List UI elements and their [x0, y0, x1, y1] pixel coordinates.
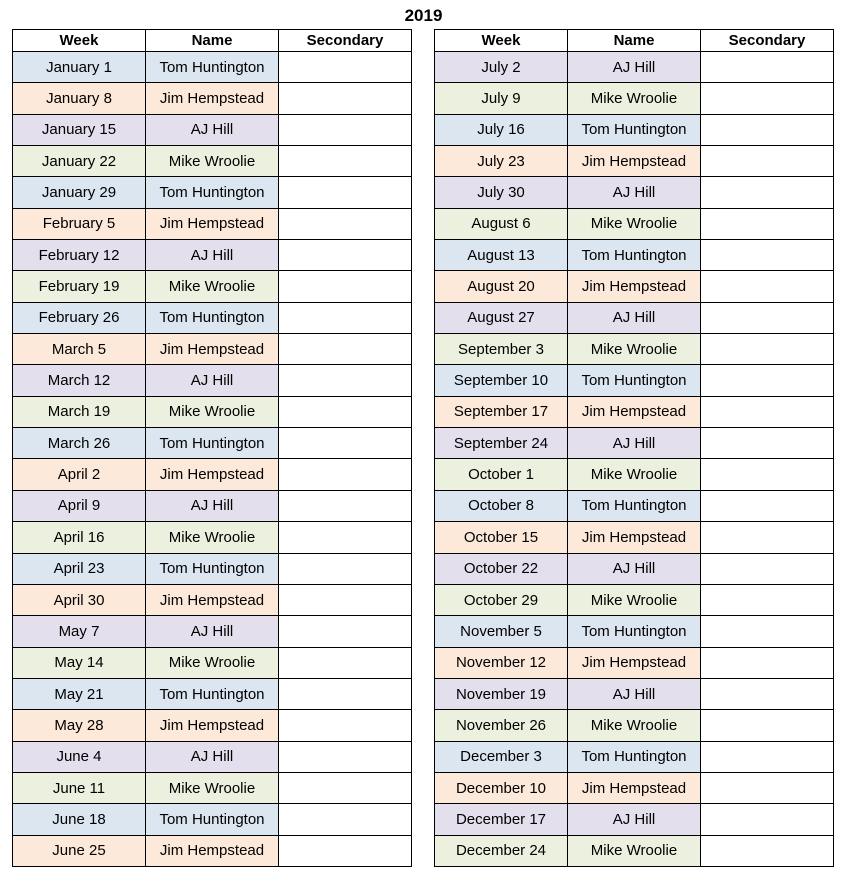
table-row — [435, 459, 834, 490]
name-cell[interactable]: AJ Hill — [146, 240, 279, 271]
table-row — [435, 772, 834, 803]
table-row — [13, 772, 412, 803]
table-row — [13, 240, 412, 271]
week-cell[interactable]: February 19 — [13, 271, 146, 302]
secondary-cell[interactable] — [279, 396, 412, 427]
week-cell[interactable]: July 2 — [435, 52, 568, 83]
name-cell[interactable]: Tom Huntington — [568, 365, 701, 396]
table-row — [13, 804, 412, 835]
secondary-cell[interactable] — [701, 52, 834, 83]
table-row — [435, 365, 834, 396]
name-cell[interactable]: AJ Hill — [568, 678, 701, 709]
week-cell[interactable]: December 17 — [435, 804, 568, 835]
name-cell[interactable]: AJ Hill — [568, 553, 701, 584]
table-row — [13, 83, 412, 114]
name-cell[interactable]: AJ Hill — [568, 804, 701, 835]
table-row — [435, 678, 834, 709]
secondary-cell[interactable] — [279, 365, 412, 396]
secondary-cell[interactable] — [279, 114, 412, 145]
secondary-cell[interactable] — [279, 584, 412, 615]
secondary-cell[interactable] — [279, 678, 412, 709]
secondary-cell[interactable] — [279, 835, 412, 866]
table-row — [13, 741, 412, 772]
week-cell[interactable]: August 27 — [435, 302, 568, 333]
secondary-cell[interactable] — [279, 52, 412, 83]
table-row — [13, 302, 412, 333]
table-row — [13, 114, 412, 145]
secondary-cell[interactable] — [701, 365, 834, 396]
table-row — [435, 490, 834, 521]
week-cell[interactable]: April 9 — [13, 490, 146, 521]
table-row — [13, 490, 412, 521]
name-cell[interactable]: AJ Hill — [568, 177, 701, 208]
name-cell[interactable]: AJ Hill — [146, 365, 279, 396]
week-cell[interactable]: April 30 — [13, 584, 146, 615]
name-cell[interactable]: Tom Huntington — [568, 114, 701, 145]
schedule-body-right — [435, 52, 834, 867]
week-cell[interactable]: October 8 — [435, 490, 568, 521]
secondary-cell[interactable] — [701, 710, 834, 741]
name-cell[interactable]: Jim Hempstead — [568, 271, 701, 302]
table-row — [13, 428, 412, 459]
table-row — [435, 83, 834, 114]
week-cell[interactable]: June 11 — [13, 772, 146, 803]
week-cell[interactable]: April 2 — [13, 459, 146, 490]
table-row — [435, 302, 834, 333]
week-cell[interactable]: July 23 — [435, 146, 568, 177]
table-row — [435, 616, 834, 647]
name-cell[interactable]: Jim Hempstead — [568, 522, 701, 553]
table-row — [435, 553, 834, 584]
name-cell[interactable]: Jim Hempstead — [568, 396, 701, 427]
header-row — [13, 30, 412, 52]
name-cell[interactable]: AJ Hill — [568, 428, 701, 459]
week-cell[interactable]: May 14 — [13, 647, 146, 678]
secondary-cell[interactable] — [279, 772, 412, 803]
secondary-cell[interactable] — [701, 240, 834, 271]
week-cell[interactable]: February 5 — [13, 208, 146, 239]
week-cell[interactable]: October 22 — [435, 553, 568, 584]
week-cell[interactable]: January 15 — [13, 114, 146, 145]
week-cell[interactable]: April 16 — [13, 522, 146, 553]
secondary-cell[interactable] — [701, 678, 834, 709]
secondary-cell[interactable] — [701, 522, 834, 553]
secondary-cell[interactable] — [701, 772, 834, 803]
secondary-cell[interactable] — [279, 428, 412, 459]
secondary-cell[interactable] — [701, 114, 834, 145]
name-cell[interactable]: Tom Huntington — [146, 52, 279, 83]
name-cell[interactable]: AJ Hill — [146, 114, 279, 145]
table-row — [435, 428, 834, 459]
secondary-cell[interactable] — [279, 208, 412, 239]
name-cell[interactable]: Jim Hempstead — [146, 83, 279, 114]
week-cell[interactable]: September 10 — [435, 365, 568, 396]
name-cell[interactable]: Mike Wroolie — [568, 83, 701, 114]
secondary-cell[interactable] — [701, 459, 834, 490]
week-cell[interactable]: December 10 — [435, 772, 568, 803]
schedule-body-left — [13, 52, 412, 867]
week-cell[interactable]: July 9 — [435, 83, 568, 114]
secondary-cell[interactable] — [279, 302, 412, 333]
secondary-cell[interactable] — [701, 396, 834, 427]
table-row — [13, 584, 412, 615]
name-cell[interactable]: Jim Hempstead — [146, 710, 279, 741]
week-cell[interactable]: March 26 — [13, 428, 146, 459]
table-row — [435, 396, 834, 427]
table-row — [435, 52, 834, 83]
week-cell[interactable]: June 4 — [13, 741, 146, 772]
secondary-cell[interactable] — [279, 177, 412, 208]
week-cell[interactable]: September 3 — [435, 334, 568, 365]
table-row — [435, 710, 834, 741]
secondary-cell[interactable] — [279, 83, 412, 114]
table-row — [435, 741, 834, 772]
secondary-cell[interactable] — [701, 146, 834, 177]
column-header-week: Week — [13, 30, 146, 52]
week-cell[interactable]: July 30 — [435, 177, 568, 208]
week-cell[interactable]: May 7 — [13, 616, 146, 647]
name-cell[interactable]: Jim Hempstead — [146, 584, 279, 615]
name-cell[interactable]: AJ Hill — [568, 52, 701, 83]
table-row — [13, 616, 412, 647]
week-cell[interactable]: December 3 — [435, 741, 568, 772]
secondary-cell[interactable] — [701, 804, 834, 835]
name-cell[interactable]: Mike Wroolie — [568, 334, 701, 365]
column-header-name: Name — [146, 30, 279, 52]
secondary-cell[interactable] — [279, 459, 412, 490]
name-cell[interactable]: Jim Hempstead — [568, 146, 701, 177]
table-row — [13, 522, 412, 553]
name-cell[interactable]: Mike Wroolie — [568, 584, 701, 615]
name-cell[interactable]: Mike Wroolie — [568, 835, 701, 866]
secondary-cell[interactable] — [279, 647, 412, 678]
secondary-cell[interactable] — [701, 616, 834, 647]
week-cell[interactable]: November 26 — [435, 710, 568, 741]
name-cell[interactable]: Mike Wroolie — [568, 208, 701, 239]
week-cell[interactable]: March 5 — [13, 334, 146, 365]
secondary-cell[interactable] — [701, 271, 834, 302]
table-row — [13, 835, 412, 866]
schedule-table-left — [12, 29, 412, 867]
secondary-cell[interactable] — [701, 334, 834, 365]
table-row — [435, 334, 834, 365]
name-cell[interactable]: Mike Wroolie — [146, 396, 279, 427]
table-row — [13, 52, 412, 83]
name-cell[interactable]: Mike Wroolie — [146, 271, 279, 302]
table-row — [435, 804, 834, 835]
column-header-week: Week — [435, 30, 568, 52]
week-cell[interactable]: September 17 — [435, 396, 568, 427]
week-cell[interactable]: January 8 — [13, 83, 146, 114]
name-cell[interactable]: Jim Hempstead — [568, 772, 701, 803]
week-cell[interactable]: April 23 — [13, 553, 146, 584]
name-cell[interactable]: Tom Huntington — [146, 302, 279, 333]
week-cell[interactable]: June 25 — [13, 835, 146, 866]
secondary-cell[interactable] — [701, 647, 834, 678]
name-cell[interactable]: Tom Huntington — [568, 240, 701, 271]
week-cell[interactable]: March 12 — [13, 365, 146, 396]
week-cell[interactable]: August 6 — [435, 208, 568, 239]
week-cell[interactable]: February 12 — [13, 240, 146, 271]
column-header-secondary: Secondary — [701, 30, 834, 52]
week-cell[interactable]: March 19 — [13, 396, 146, 427]
table-row — [13, 365, 412, 396]
secondary-cell[interactable] — [279, 271, 412, 302]
table-row — [13, 396, 412, 427]
table-row — [13, 459, 412, 490]
name-cell[interactable]: Jim Hempstead — [146, 835, 279, 866]
name-cell[interactable]: Mike Wroolie — [146, 522, 279, 553]
secondary-cell[interactable] — [701, 208, 834, 239]
table-row — [435, 146, 834, 177]
table-row — [435, 271, 834, 302]
table-row — [13, 334, 412, 365]
week-cell[interactable]: October 1 — [435, 459, 568, 490]
week-cell[interactable]: October 15 — [435, 522, 568, 553]
table-row — [435, 584, 834, 615]
secondary-cell[interactable] — [701, 584, 834, 615]
table-row — [13, 271, 412, 302]
secondary-cell[interactable] — [279, 710, 412, 741]
column-header-name: Name — [568, 30, 701, 52]
week-cell[interactable]: January 1 — [13, 52, 146, 83]
name-cell[interactable]: Mike Wroolie — [568, 710, 701, 741]
name-cell[interactable]: AJ Hill — [146, 616, 279, 647]
table-row — [13, 177, 412, 208]
secondary-cell[interactable] — [279, 334, 412, 365]
table-row — [435, 177, 834, 208]
secondary-cell[interactable] — [701, 490, 834, 521]
name-cell[interactable]: Tom Huntington — [568, 741, 701, 772]
secondary-cell[interactable] — [701, 428, 834, 459]
name-cell[interactable]: Tom Huntington — [146, 428, 279, 459]
name-cell[interactable]: AJ Hill — [146, 490, 279, 521]
name-cell[interactable]: Tom Huntington — [146, 177, 279, 208]
table-row — [13, 208, 412, 239]
table-row — [13, 678, 412, 709]
name-cell[interactable]: Jim Hempstead — [146, 334, 279, 365]
name-cell[interactable]: Tom Huntington — [146, 553, 279, 584]
week-cell[interactable]: May 28 — [13, 710, 146, 741]
name-cell[interactable]: Jim Hempstead — [568, 647, 701, 678]
table-row — [435, 522, 834, 553]
week-cell[interactable]: January 22 — [13, 146, 146, 177]
secondary-cell[interactable] — [701, 302, 834, 333]
name-cell[interactable]: AJ Hill — [146, 741, 279, 772]
week-cell[interactable]: December 24 — [435, 835, 568, 866]
page-title: 2019 — [404, 6, 443, 25]
week-cell[interactable]: February 26 — [13, 302, 146, 333]
table-row — [13, 146, 412, 177]
secondary-cell[interactable] — [279, 240, 412, 271]
secondary-cell[interactable] — [279, 522, 412, 553]
secondary-cell[interactable] — [701, 83, 834, 114]
secondary-cell[interactable] — [701, 177, 834, 208]
secondary-cell[interactable] — [701, 741, 834, 772]
secondary-cell[interactable] — [279, 146, 412, 177]
name-cell[interactable]: Tom Huntington — [146, 678, 279, 709]
table-row — [435, 647, 834, 678]
week-cell[interactable]: November 5 — [435, 616, 568, 647]
secondary-cell[interactable] — [279, 804, 412, 835]
secondary-cell[interactable] — [279, 490, 412, 521]
week-cell[interactable]: November 19 — [435, 678, 568, 709]
table-row — [435, 240, 834, 271]
week-cell[interactable]: May 21 — [13, 678, 146, 709]
header-row — [435, 30, 834, 52]
week-cell[interactable]: June 18 — [13, 804, 146, 835]
name-cell[interactable]: Mike Wroolie — [146, 772, 279, 803]
table-row — [435, 114, 834, 145]
name-cell[interactable]: Jim Hempstead — [146, 459, 279, 490]
secondary-cell[interactable] — [701, 553, 834, 584]
week-cell[interactable]: August 20 — [435, 271, 568, 302]
name-cell[interactable]: Tom Huntington — [568, 616, 701, 647]
week-cell[interactable]: January 29 — [13, 177, 146, 208]
name-cell[interactable]: Jim Hempstead — [146, 208, 279, 239]
table-row — [13, 553, 412, 584]
week-cell[interactable]: September 24 — [435, 428, 568, 459]
column-header-secondary: Secondary — [279, 30, 412, 52]
secondary-cell[interactable] — [701, 835, 834, 866]
table-row — [435, 835, 834, 866]
name-cell[interactable]: Mike Wroolie — [146, 647, 279, 678]
schedule-table-right — [434, 29, 834, 867]
week-cell[interactable]: October 29 — [435, 584, 568, 615]
week-cell[interactable]: August 13 — [435, 240, 568, 271]
secondary-cell[interactable] — [279, 553, 412, 584]
table-row — [435, 208, 834, 239]
secondary-cell[interactable] — [279, 741, 412, 772]
name-cell[interactable]: Tom Huntington — [146, 804, 279, 835]
name-cell[interactable]: Mike Wroolie — [146, 146, 279, 177]
secondary-cell[interactable] — [279, 616, 412, 647]
week-cell[interactable]: July 16 — [435, 114, 568, 145]
table-row — [13, 647, 412, 678]
table-row — [13, 710, 412, 741]
name-cell[interactable]: Tom Huntington — [568, 490, 701, 521]
name-cell[interactable]: Mike Wroolie — [568, 459, 701, 490]
name-cell[interactable]: AJ Hill — [568, 302, 701, 333]
week-cell[interactable]: November 12 — [435, 647, 568, 678]
